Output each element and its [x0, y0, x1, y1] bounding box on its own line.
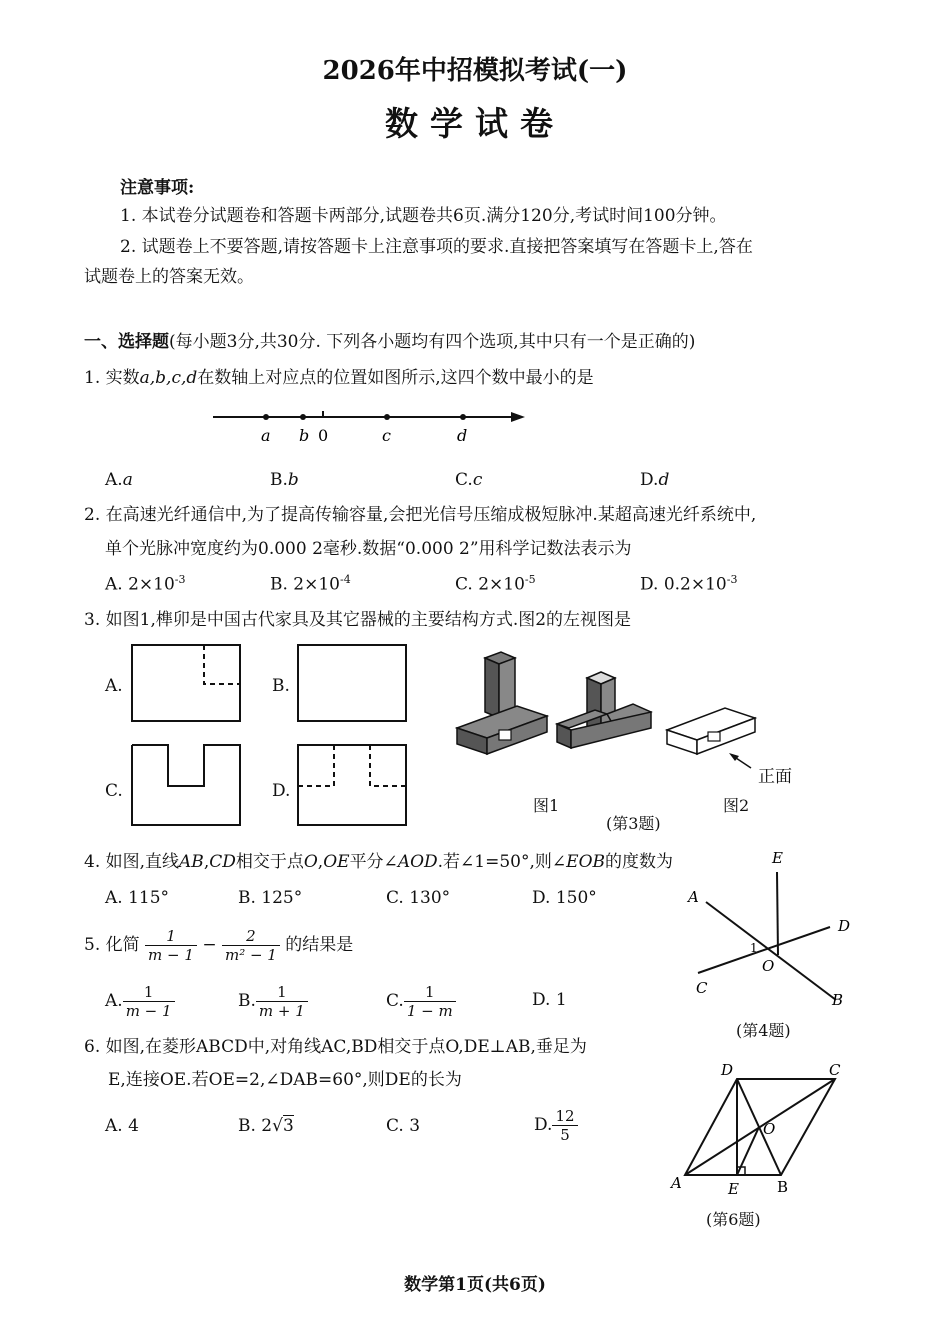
q4-figure: [680, 845, 860, 1015]
q6-caption: (第6题): [706, 1210, 761, 1229]
exam-title: 2026年中招模拟考试(一): [322, 56, 628, 86]
view-d-outline: [298, 745, 406, 825]
subject-title: 数学试卷: [385, 104, 565, 143]
q1-stem-vars: a,b,c,d: [139, 368, 198, 388]
q3-caption: (第3题): [606, 814, 661, 833]
svg-text:C: C: [696, 979, 708, 997]
q5-option-a[interactable]: A. $\frac{1}{m - 1}$: [105, 976, 175, 1026]
q2-option-d[interactable]: D. $0.2\times 10^{-3}$: [640, 573, 738, 595]
q2-option-b[interactable]: B. $2\times 10^{-4}$: [270, 573, 351, 595]
q1-option-a[interactable]: A.a: [105, 470, 133, 490]
view-a-dashed: [204, 645, 240, 684]
fig1-caption: 图1: [533, 796, 560, 815]
svg-text:E: E: [772, 849, 783, 867]
label-0: 0: [318, 426, 329, 445]
svg-text:A: A: [671, 1174, 682, 1192]
point-c: [384, 414, 390, 420]
line-ab: [706, 902, 836, 1000]
svg-text:B: B: [832, 991, 844, 1009]
q1-option-c[interactable]: C.c: [455, 470, 483, 490]
ray-oe: [777, 872, 778, 955]
q6-option-a[interactable]: A. 4: [105, 1116, 139, 1136]
q4-option-d[interactable]: D. 150°: [532, 888, 597, 908]
point-a: [263, 414, 269, 420]
q4-caption: (第4题): [736, 1021, 791, 1040]
q2-option-c[interactable]: C. $2\times 10^{-5}$: [455, 573, 536, 595]
svg-text:O: O: [762, 957, 775, 975]
point-b: [300, 414, 306, 420]
notice-heading: 注意事项:: [120, 178, 195, 198]
svg-text:1: 1: [750, 941, 758, 955]
q4-stem: 4. 如图,直线AB,CD相交于点O,OE平分∠AOD.若∠1=50°,则∠EOB的度数为: [84, 852, 673, 872]
q3-option-a[interactable]: A.: [105, 676, 123, 696]
q6-option-c[interactable]: C. 3: [386, 1116, 421, 1136]
notice-item-2-line2: 试题卷上的答案无效。: [84, 267, 254, 287]
notice-item-2-line1: 2. 试题卷上不要答题,请按答题卡上注意事项的要求.直接把答案填写在答题卡上,答在: [120, 237, 753, 257]
q5-stem: 5. 化简 $\frac{1}{m - 1}$ − $\frac{2}{\text{m² − 1}}$ 的结果是: [84, 927, 354, 964]
q1-stem-prefix: 1. 实数: [84, 368, 140, 388]
q4-option-a[interactable]: A. 115°: [105, 888, 170, 908]
q6-option-d[interactable]: D. $\frac{12}{5}$: [534, 1100, 578, 1150]
q3-option-d[interactable]: D.: [272, 781, 291, 801]
q1-option-b[interactable]: B.b: [270, 470, 299, 490]
q3-option-b[interactable]: B.: [272, 676, 290, 696]
view-d-dashed-right: [370, 745, 406, 786]
view-d-dashed-left: [298, 745, 334, 786]
label-b: b: [299, 426, 310, 445]
q1-option-d[interactable]: D.d: [640, 470, 670, 490]
label-a: a: [261, 426, 271, 445]
fig2-caption: 图2: [723, 796, 750, 815]
q5-option-c[interactable]: C. $\frac{1}{1 - m}$: [386, 976, 456, 1026]
svg-text:E: E: [728, 1180, 739, 1198]
q4-option-b[interactable]: B. 125°: [238, 888, 303, 908]
q2-line1: 2. 在高速光纤通信中,为了提高传输容量,会把光信号压缩成极短脉冲.某超高速光纤系统中,: [84, 505, 757, 525]
section-heading: [84, 330, 695, 354]
point-d: [460, 414, 466, 420]
q5-option-d[interactable]: D. 1: [532, 990, 567, 1010]
label-d: d: [457, 426, 468, 445]
q2-line2: 单个光脉冲宽度约为0.000 2毫秒.数据“0.000 2”用科学记数法表示为: [105, 539, 632, 559]
svg-text:O: O: [763, 1120, 776, 1138]
q3-option-c[interactable]: C.: [105, 781, 123, 801]
q2-option-a[interactable]: A. $2\times 10^{-3}$: [105, 573, 186, 595]
q6-figure: [665, 1058, 855, 1203]
q5-option-b[interactable]: B. $\frac{1}{m + 1}$: [238, 976, 308, 1026]
svg-text:D: D: [721, 1061, 734, 1079]
front-label: 正面: [758, 767, 792, 787]
q6-option-b[interactable]: B. 2√3: [238, 1116, 294, 1136]
view-b-outline: [298, 645, 406, 721]
q1-stem: [84, 366, 594, 390]
svg-text:A: A: [688, 888, 699, 906]
notice-item-1: 1. 本试卷分试题卷和答题卡两部分,试题卷共6页.满分120分,考试时间100分钟。: [120, 206, 727, 226]
q6-line2: E,连接OE.若OE=2,∠DAB=60°,则DE的长为: [108, 1070, 462, 1090]
number-line-figure: [205, 405, 535, 450]
page-footer: 数学第1页(共6页): [404, 1275, 546, 1295]
q3-stem: 3. 如图1,榫卯是中国古代家具及其它器械的主要结构方式.图2的左视图是: [84, 610, 632, 630]
q4-option-c[interactable]: C. 130°: [386, 888, 451, 908]
section-note: (每小题3分,共30分. 下列各小题均有四个选项,其中只有一个是正确的): [169, 332, 696, 352]
q1-stem-suffix: 在数轴上对应点的位置如图所示,这四个数中最小的是: [197, 368, 594, 388]
q6-line1: 6. 如图,在菱形ABCD中,对角线AC,BD相交于点O,DE⊥AB,垂足为: [84, 1037, 587, 1057]
view-c-outline: [132, 745, 240, 825]
number-line-arrow: [511, 412, 525, 422]
q3-option-views: [128, 640, 418, 830]
svg-text:C: C: [829, 1061, 841, 1079]
svg-text:D: D: [838, 917, 851, 935]
label-c: c: [382, 426, 391, 445]
section-title: 一、选择题: [84, 332, 169, 352]
svg-text:B: B: [777, 1178, 789, 1196]
